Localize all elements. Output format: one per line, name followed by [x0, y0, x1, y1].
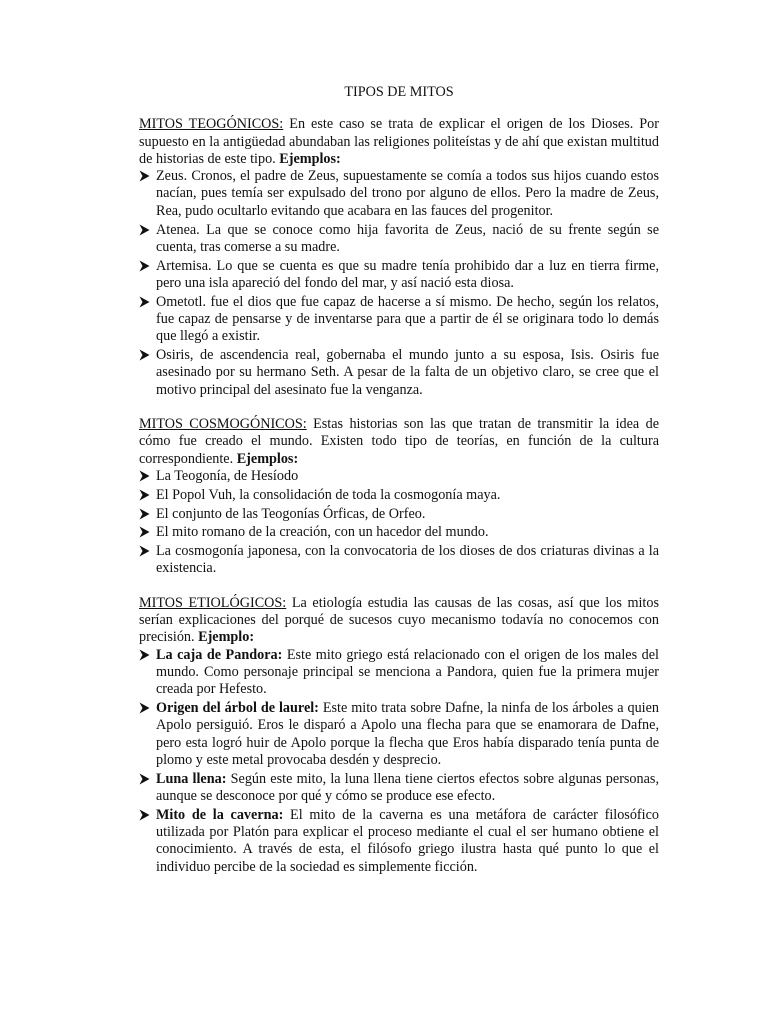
item-lead: Mito de la caverna:: [156, 806, 284, 823]
section-intro-text: Estas historias son las que tratan de transmitir la idea de cómo fue creado el mundo. Existen todo tipo de teorías, en función de la cultura correspondiente.: [139, 416, 659, 467]
item-text: Zeus. Cronos, el padre de Zeus, supuestamente se comía a todos sus hijos cuando estos nacían, pues temía ser expulsado del trono por alguno de ellos. Pero la madre de Zeus, Rea, pudo ocultarlo evitando que acabara en las fauces del progenitor.: [156, 168, 659, 219]
arrowhead-bullet-icon: [139, 771, 151, 785]
item-text: El conjunto de las Teogonías Órficas, de Orfeo.: [156, 505, 426, 522]
arrowhead-bullet-icon: [139, 506, 151, 520]
examples-label: Ejemplos:: [236, 450, 299, 467]
section-intro: [139, 116, 659, 168]
list-item: [139, 543, 659, 578]
section-intro-text: La etiología estudia las causas de las cosas, así que los mitos serían explicaciones del porqué de sucesos cuyo mecanismo todavía no conocemos con precisión.: [139, 594, 659, 646]
section-intro-text: En este caso se trata de explicar el origen de los Dioses. Por supuesto en la antigüedad abundaban las religiones politeístas y de ahí que existan multitud de historias de este tipo.: [139, 116, 660, 167]
arrowhead-bullet-icon: [139, 347, 151, 361]
arrowhead-bullet-icon: [139, 807, 151, 821]
arrowhead-bullet-icon: [139, 294, 151, 308]
list-item: [139, 524, 659, 541]
section-intro: [139, 416, 659, 468]
arrowhead-bullet-icon: [139, 487, 151, 501]
list-item: [139, 222, 659, 257]
example-list: [139, 647, 659, 876]
item-text: La Teogonía, de Hesíodo: [156, 467, 299, 484]
item-text: Este mito trata sobre Dafne, la ninfa de los árboles a quien Apolo persiguió. Eros le disparó a Apolo una flecha para que se enamorara de Dafne, pero esta logró huir de Apolo porque la flecha que Eros había disparado tenía punta de plomo y este metal provocaba desdén y desprecio.: [156, 700, 660, 768]
document-body: [139, 116, 659, 876]
item-lead: Origen del árbol de laurel:: [156, 700, 319, 716]
item-text: Atenea. La que se conoce como hija favorita de Zeus, nació de su frente según se cuenta, tras comerse a su madre.: [156, 221, 659, 255]
arrowhead-bullet-icon: [139, 700, 151, 714]
arrowhead-bullet-icon: [139, 647, 151, 661]
section-intro: [139, 595, 659, 647]
list-item: [139, 487, 659, 504]
item-text: El Popol Vuh, la consolidación de toda la cosmogonía maya.: [156, 486, 501, 503]
item-text: El mito romano de la creación, con un hacedor del mundo.: [156, 524, 489, 541]
example-list: [139, 168, 659, 399]
list-item: [139, 168, 659, 220]
list-item: [139, 294, 659, 346]
item-text: Según este mito, la luna llena tiene ciertos efectos sobre algunas personas, aunque se desconoce por qué y cómo se produce ese efecto.: [156, 770, 659, 804]
list-item: [139, 468, 659, 485]
list-item: [139, 347, 659, 399]
arrowhead-bullet-icon: [139, 524, 151, 538]
section-heading: MITOS TEOGÓNICOS:: [139, 116, 284, 133]
item-lead: Luna llena:: [156, 770, 227, 787]
section-1: [139, 116, 659, 399]
list-item: [139, 647, 659, 699]
arrowhead-bullet-icon: [139, 168, 151, 182]
examples-label: Ejemplos:: [279, 150, 341, 167]
list-item: [139, 807, 659, 876]
item-text: La cosmogonía japonesa, con la convocatoria de los dioses de dos criaturas divinas a la existencia.: [156, 543, 659, 577]
arrowhead-bullet-icon: [139, 468, 151, 482]
list-item: [139, 506, 659, 523]
section-3: [139, 595, 659, 876]
section-heading: MITOS ETIOLÓGICOS:: [139, 594, 287, 611]
arrowhead-bullet-icon: [139, 222, 151, 236]
item-text: El mito de la caverna es una metáfora de carácter filosófico utilizada por Platón para explicar el proceso mediante el cual el ser humano obtiene el conocimiento. A través de esta, el filósofo griego ilustra hasta qué punto lo que el individuo percibe de la sociedad es simplemente ficción.: [156, 806, 659, 875]
item-text: Osiris, de ascendencia real, gobernaba el mundo junto a su esposa, Isis. Osiris fue asesinado por su hermano Seth. A pesar de la falta de un objetivo claro, se cree que el motivo principal del asesinato fue la venganza.: [156, 347, 659, 398]
list-item: [139, 771, 659, 806]
page-title: TIPOS DE MITOS: [344, 84, 454, 100]
item-lead: La caja de Pandora:: [156, 646, 283, 663]
item-text: Este mito griego está relacionado con el origen de los males del mundo. Como personaje principal se menciona a Pandora, quien fue la primera mujer creada por Hefesto.: [156, 646, 659, 698]
document-page: [139, 84, 659, 893]
item-text: Ometotl. fue el dios que fue capaz de hacerse a sí mismo. De hecho, según los relatos, fue capaz de pensarse y de inventarse para que a partir de él se originara todo lo demás que llegó a existir.: [156, 293, 659, 345]
arrowhead-bullet-icon: [139, 258, 151, 272]
item-text: Artemisa. Lo que se cuenta es que su madre tenía prohibido dar a luz en tierra firme, pero una isla apareció del fondo del mar, y así nació esta diosa.: [156, 257, 659, 291]
list-item: [139, 258, 659, 293]
section-2: [139, 416, 659, 578]
example-list: [139, 468, 659, 578]
list-item: [139, 700, 659, 769]
section-heading: MITOS COSMOGÓNICOS:: [139, 416, 307, 433]
arrowhead-bullet-icon: [139, 543, 151, 557]
examples-label: Ejemplo:: [198, 629, 255, 646]
